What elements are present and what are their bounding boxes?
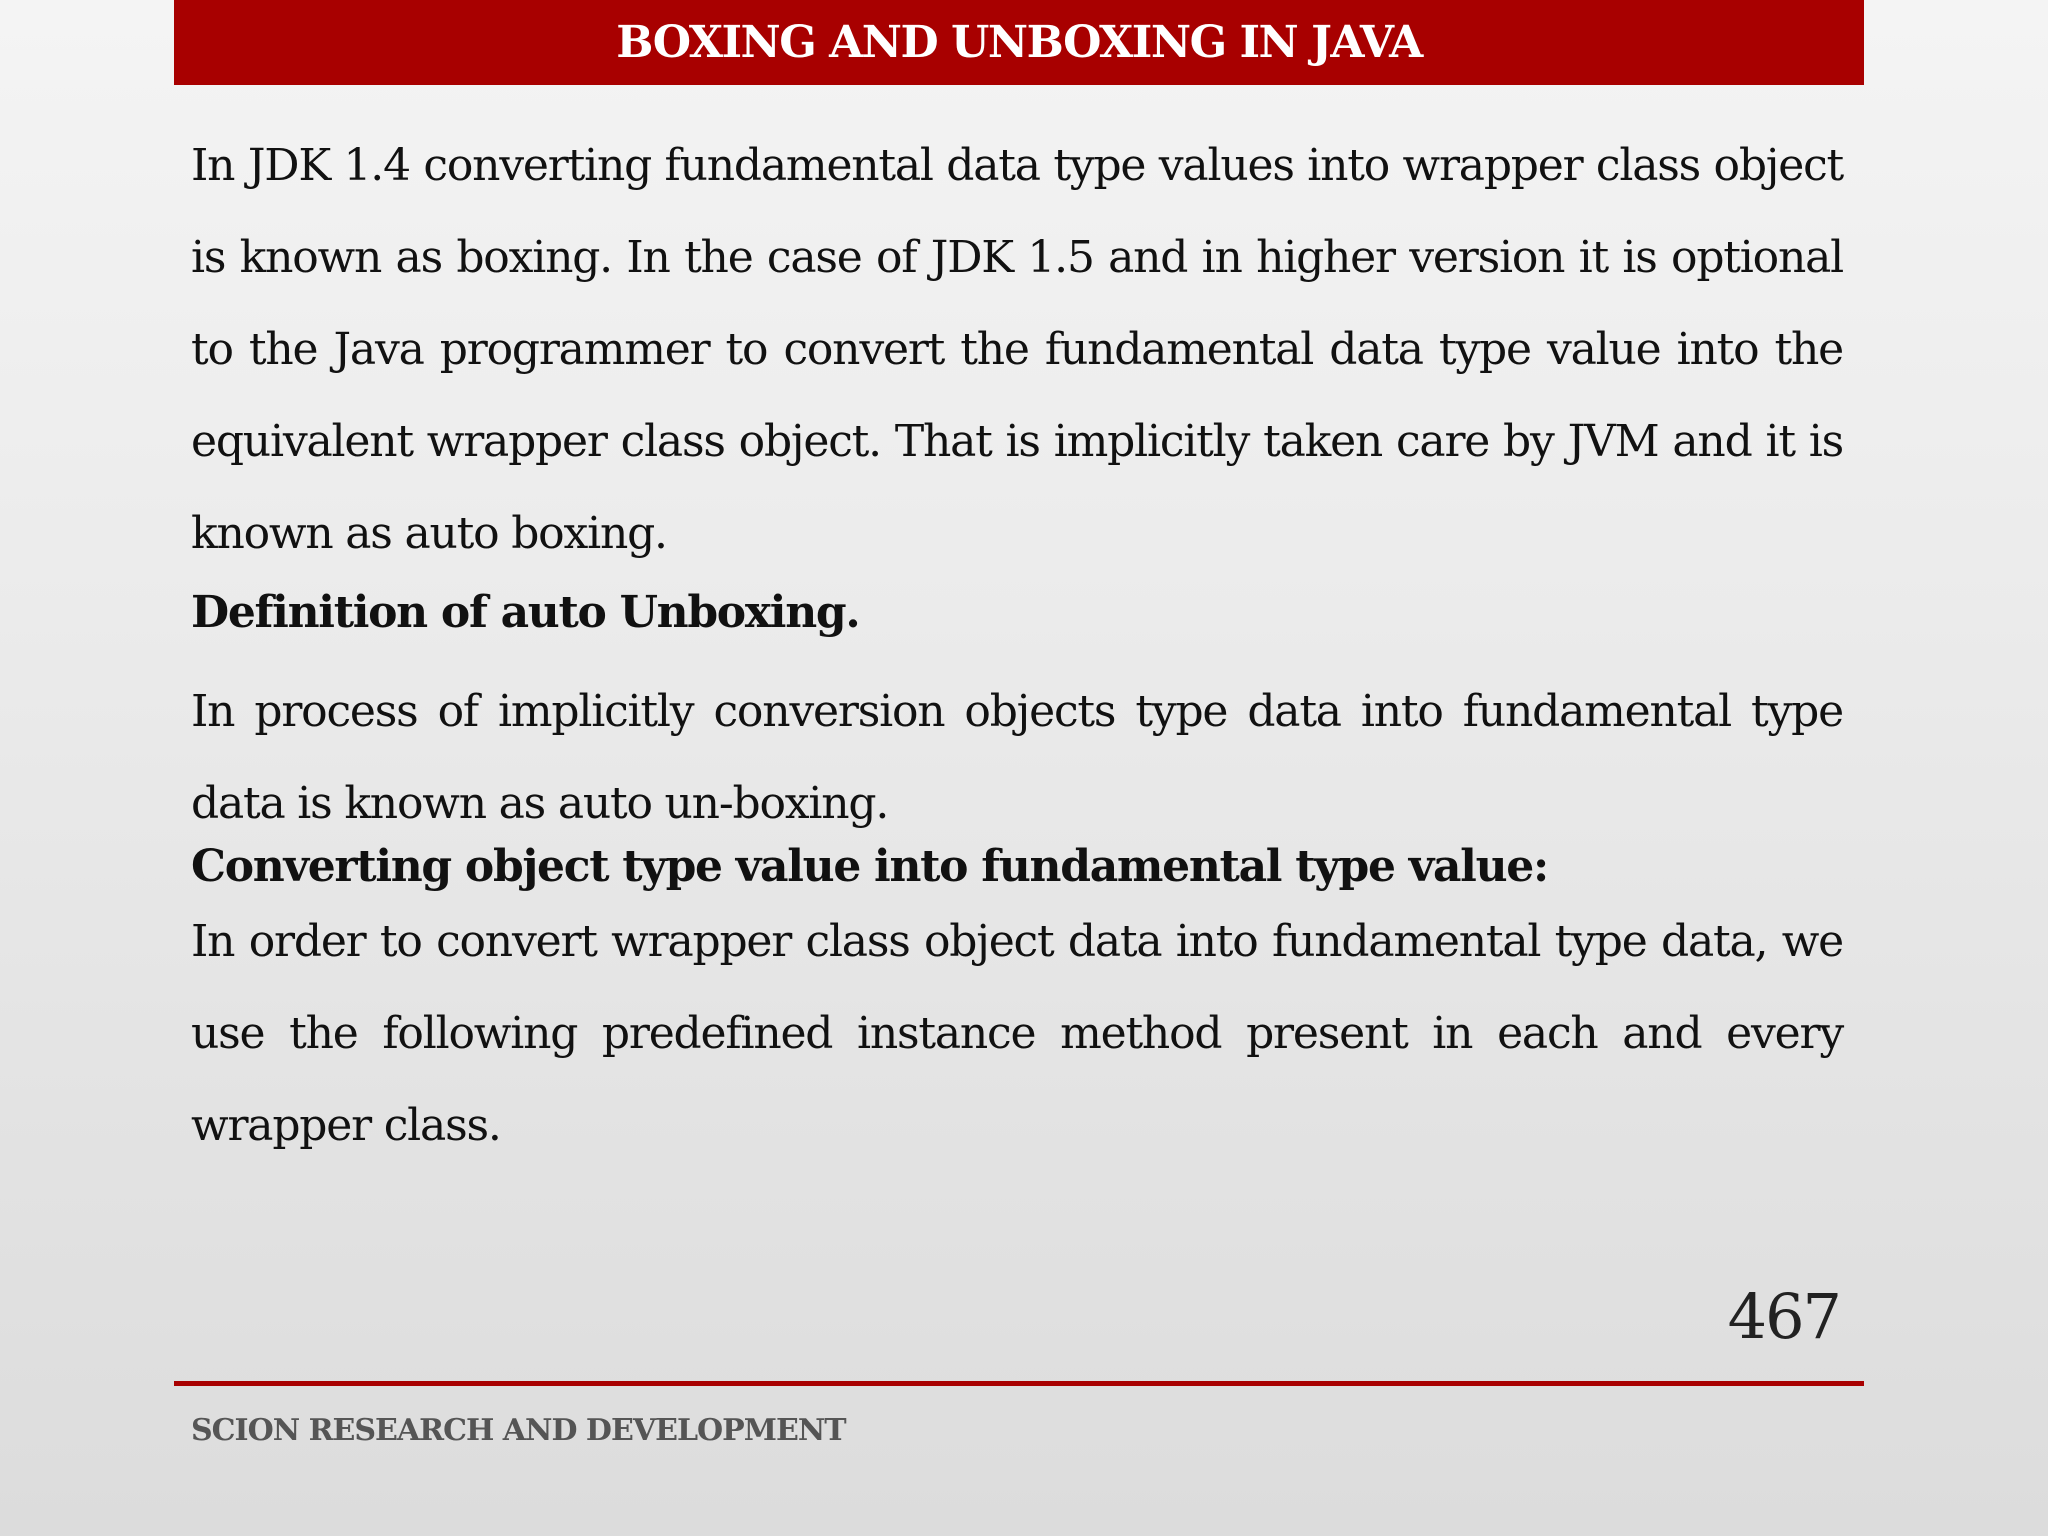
- slide-content: [191, 120, 1843, 1172]
- footer-divider: [174, 1381, 1864, 1386]
- page-number: 467: [1727, 1280, 1840, 1353]
- heading-converting-object: Converting object type value into fundamental type value:: [191, 841, 1548, 892]
- paragraph-unboxing: In process of implicitly conversion objects type data into fundamental type data is known as auto un-boxing.: [191, 686, 1843, 829]
- title-bar: [174, 0, 1864, 85]
- paragraph-converting: In order to convert wrapper class object data into fundamental type data, we use the following predefined instance method present in each and every wrapper class.: [191, 916, 1843, 1151]
- paragraph-boxing: In JDK 1.4 converting fundamental data type values into wrapper class object is known as boxing. In the case of JDK 1.5 and in higher version it is optional to the Java programmer to convert the fundamental data type value into the equivalent wrapper class object. That is implicitly taken care by JVM and it is known as auto boxing.: [191, 140, 1843, 559]
- slide-title: BOXING AND UNBOXING IN JAVA: [616, 17, 1422, 68]
- footer-organization: SCION RESEARCH AND DEVELOPMENT: [191, 1413, 846, 1448]
- heading-auto-unboxing: Definition of auto Unboxing.: [191, 587, 860, 638]
